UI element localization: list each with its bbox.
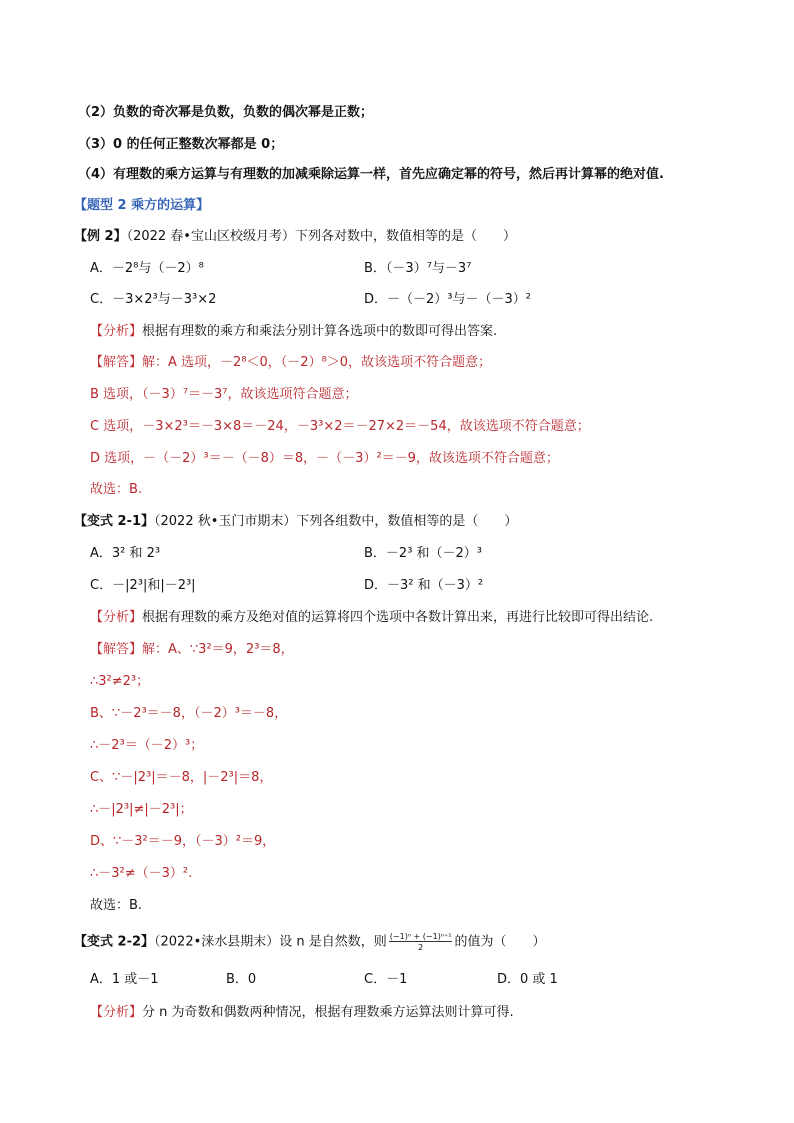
- example-2-tag: 【例 2】: [74, 229, 127, 244]
- v21-analysis: [90, 609, 653, 627]
- ex2-solution-d: D 选项，－（－2）³＝－（－8）＝8，－（－3）²＝－9，故该选项不符合题意；: [90, 451, 559, 466]
- v22-analysis-tag: 【分析】: [90, 1005, 143, 1020]
- v21-option-b: B．－2³ 和（－2）³: [364, 546, 483, 561]
- ex2-analysis: [90, 323, 497, 341]
- ex2-option-d: D．－（－2）³与－（－3）²: [364, 292, 531, 307]
- v21-solution-1: [90, 641, 294, 659]
- ex2-solution-lead: 解：: [142, 355, 169, 370]
- example-2-stem: [74, 228, 516, 246]
- section-title: 【题型 2 乘方的运算】: [74, 198, 210, 213]
- v21-option-a: A．3² 和 2³: [90, 546, 161, 561]
- ex2-analysis-tag: 【分析】: [90, 324, 143, 339]
- variant-2-1-question: （2022 秋•玉门市期末）下列各组数中，数值相等的是（ ）: [154, 514, 518, 529]
- ex2-option-b: B．（－3）⁷与－3⁷: [364, 261, 472, 276]
- v22-option-a: A．1 或－1: [90, 972, 159, 987]
- v21-solution-4: ∴－2³＝（－2）³；: [90, 738, 204, 753]
- v21-answer: 故选：B.: [90, 898, 143, 913]
- v21-solution-3: B、∵－2³＝－8，（－2）³＝－8，: [90, 706, 288, 721]
- v21-solution-6: ∴－|2³|≠|－2³|；: [90, 802, 193, 817]
- v22-analysis-text: 分 n 为奇数和偶数两种情况，根据有理数乘方运算法则计算可得.: [142, 1005, 514, 1020]
- ex2-solution-line-a: A 选项，－2⁸＜0，（－2）⁸＞0，故该选项不符合题意；: [168, 355, 492, 370]
- v21-solution-8: ∴－3²≠（－3）².: [90, 866, 193, 881]
- note-2: （2）负数的奇次幂是负数，负数的偶次幂是正数；: [78, 105, 374, 120]
- v22-option-b: B．0: [226, 972, 257, 987]
- ex2-option-a: A．－2⁸与（－2）⁸: [90, 261, 204, 276]
- v21-analysis-tag: 【分析】: [90, 610, 143, 625]
- fraction-numerator: (−1)ⁿ + (−1)ⁿ⁺²: [389, 932, 452, 941]
- v21-option-c: C．－|2³|和|－2³|: [90, 578, 196, 593]
- v22-analysis: [90, 1004, 514, 1022]
- v21-solution-5: C、∵－|2³|＝－8，|－2³|＝8，: [90, 770, 273, 785]
- ex2-solution-tag: 【解答】: [90, 355, 143, 370]
- ex2-answer: 故选：B.: [90, 482, 143, 497]
- v22-option-c: C．－1: [364, 972, 408, 987]
- v21-solution-2: ∴3²≠2³；: [90, 674, 150, 689]
- v21-option-d: D．－3² 和（－3）²: [364, 578, 484, 593]
- v21-solution-tag: 【解答】: [90, 642, 143, 657]
- variant-2-2-question-pre: （2022•涞水县期末）设 n 是自然数，则: [154, 934, 387, 950]
- variant-2-1-stem: [74, 513, 517, 531]
- variant-2-2-question-post: 的值为（ ）: [454, 934, 546, 950]
- note-4: （4）有理数的乘方运算与有理数的加减乘除运算一样，首先应确定幂的符号，然后再计算幂的绝对值.: [78, 167, 664, 182]
- v21-solution-7: D、∵－3²＝－9，（－3）²＝9，: [90, 834, 276, 849]
- fraction-denominator: 2: [418, 943, 424, 952]
- variant-2-2-stem: [74, 932, 545, 952]
- v22-option-d: D．0 或 1: [497, 972, 558, 987]
- ex2-analysis-text: 根据有理数的乘方和乘法分别计算各选项中的数即可得出答案.: [142, 324, 498, 339]
- note-3: （3）0 的任何正整数次幂都是 0；: [78, 137, 284, 152]
- variant-2-2-tag: 【变式 2-2】: [74, 934, 155, 950]
- variant-2-1-tag: 【变式 2-1】: [74, 514, 155, 529]
- ex2-option-c: C．－3×2³与－3³×2: [90, 292, 217, 307]
- ex2-solution-c: C 选项，－3×2³＝－3×8＝－24，－3³×2＝－27×2＝－54，故该选项不符合题意；: [90, 419, 590, 434]
- ex2-solution-a: [90, 354, 491, 372]
- example-2-question: （2022 春•宝山区校级月考）下列各对数中，数值相等的是（ ）: [126, 229, 516, 244]
- fraction-expression: [389, 932, 453, 952]
- v21-solution-line-1: 解：A、∵3²＝9，2³＝8，: [142, 642, 294, 657]
- ex2-solution-b: B 选项，（－3）⁷＝－3⁷，故该选项符合题意；: [90, 387, 358, 402]
- v21-analysis-text: 根据有理数的乘方及绝对值的运算将四个选项中各数计算出来，再进行比较即可得出结论.: [142, 610, 654, 625]
